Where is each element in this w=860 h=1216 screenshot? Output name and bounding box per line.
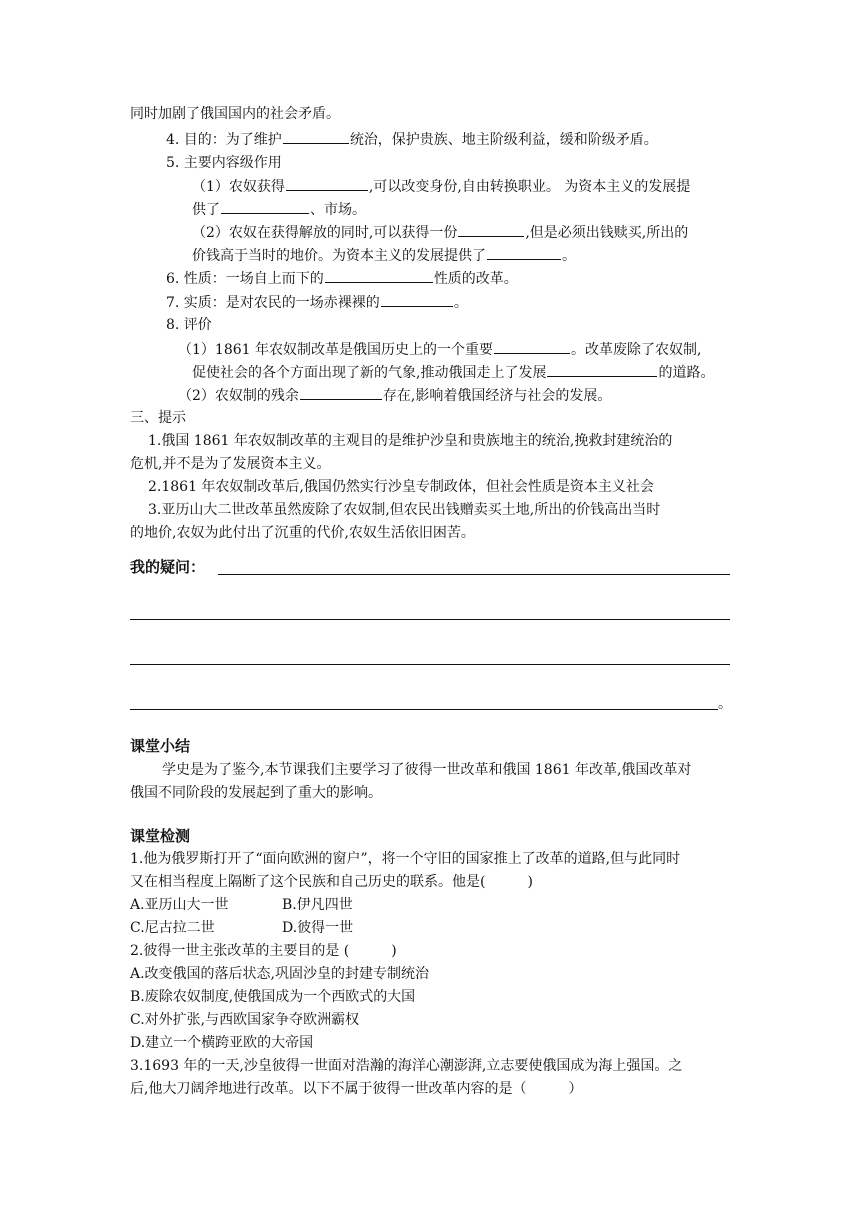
option-d[interactable]: D.建立一个横跨亚欧的大帝国 (130, 1035, 314, 1051)
text-line (178, 339, 701, 360)
fill-blank[interactable] (300, 385, 382, 400)
option-d[interactable]: D.彼得一世 (282, 920, 354, 936)
option-c[interactable]: C.尼古拉二世 (130, 920, 215, 936)
text-line (192, 245, 576, 266)
fill-blank[interactable] (547, 362, 657, 377)
question-2: 2.彼得一世主张改革的主要目的是 ( ) (130, 943, 397, 959)
test-title: 课堂检测 (130, 827, 191, 845)
fill-blank[interactable] (487, 245, 561, 260)
question-answer-line[interactable] (130, 664, 730, 665)
item-essence (166, 292, 468, 313)
question-3 (130, 1056, 682, 1076)
fill-blank[interactable] (458, 222, 524, 237)
fill-blank[interactable] (221, 199, 309, 214)
option-a[interactable]: A.亚历山大一世 (130, 897, 229, 913)
item-content (166, 153, 282, 173)
text: 8. 评价 (166, 317, 212, 333)
text: 6. 性质：一场自上而下的 (166, 271, 324, 287)
text: 。 (562, 248, 576, 264)
text-line (130, 104, 340, 124)
section-heading-hints (130, 408, 186, 428)
text: 三、提示 (130, 410, 186, 426)
hint-2 (148, 477, 654, 497)
text: ,但是必须出钱赎买,所出的 (525, 225, 689, 241)
text-line (192, 176, 690, 197)
question-answer-line[interactable] (130, 709, 718, 710)
text: 1.他为俄罗斯打开了“面向欧洲的窗户”，将一个守旧的国家推上了改革的道路,但与此同时 (130, 851, 681, 867)
text: 供了 (192, 202, 220, 218)
question-answer-line[interactable] (130, 619, 730, 620)
text: 促使社会的各个方面出现了新的气象,推动俄国走上了发展 (192, 365, 547, 381)
text: 统治，保护贵族、地主阶级利益，缓和阶级矛盾。 (349, 132, 658, 148)
text: 4. 目的：为了维护 (166, 132, 282, 148)
fill-blank[interactable] (283, 129, 349, 144)
text: （1）1861 年农奴制改革是俄国历史上的一个重要 (178, 342, 493, 358)
text: 2.1861 年农奴制改革后,俄国仍然实行沙皇专制政体，但社会性质是资本主义社会 (148, 479, 654, 495)
text: 危机,并不是为了发展资本主义。 (130, 456, 331, 472)
text: 俄国不同阶段的发展起到了重大的影响。 (130, 785, 382, 801)
text: 同时加剧了俄国国内的社会矛盾。 (130, 106, 340, 122)
text: 。 (453, 295, 468, 311)
text: 的道路。 (658, 365, 715, 381)
fill-blank[interactable] (494, 339, 570, 354)
text-line (130, 523, 475, 543)
text-line (192, 222, 688, 243)
text: 又在相当程度上隔断了这个民族和自己历史的联系。他是( ) (130, 874, 533, 890)
text: 。改革废除了农奴制, (571, 342, 702, 358)
text-line (130, 454, 330, 474)
text: 7. 实质：是对农民的一场赤裸裸的 (166, 295, 380, 311)
question-answer-line[interactable] (218, 574, 730, 575)
option-c[interactable]: C.对外扩张,与西欧国家争夺欧洲霸权 (130, 1012, 360, 1028)
text: 后,他大刀阔斧地进行改革。以下不属于彼得一世改革内容的是（ ） (130, 1081, 583, 1097)
text: 价钱高于当时的地价。为资本主义的发展提供了 (192, 248, 486, 264)
text: 学史是为了鉴今,本节课我们主要学习了彼得一世改革和俄国 1861 年改革,俄国改革对 (162, 762, 692, 778)
text: （2）农奴制的残余 (178, 388, 299, 404)
text: 1.俄国 1861 年农奴制改革的主观目的是维护沙皇和贵族地主的统治,挽救封建统治的 (148, 433, 673, 449)
text: （1）农奴获得 (192, 179, 285, 195)
question-3 (130, 1079, 582, 1099)
period-mark: 。 (718, 696, 732, 712)
summary-text (130, 783, 382, 803)
text: 3.1693 年的一天,沙皇彼得一世面对浩瀚的海洋心潮澎湃,立志要使俄国成为海上强国。之 (130, 1058, 683, 1074)
hint-3 (148, 500, 660, 520)
text: （2）农奴在获得解放的同时,可以获得一份 (192, 225, 458, 241)
question-1 (130, 872, 533, 892)
text: 、市场。 (310, 202, 366, 218)
item-purpose (166, 129, 658, 150)
summary-text (162, 760, 691, 780)
text: 3.亚历山大二世改革虽然废除了农奴制,但农民出钱赠卖买土地,所出的价钱高出当时 (148, 502, 661, 518)
text: 存在,影响着俄国经济与社会的发展。 (382, 388, 612, 404)
fill-blank[interactable] (286, 176, 368, 191)
text: ,可以改变身份,自由转换职业。 为资本主义的发展提 (368, 179, 691, 195)
option-b[interactable]: B.伊凡四世 (282, 897, 353, 913)
summary-title: 课堂小结 (130, 737, 191, 755)
option-b[interactable]: B.废除农奴制度,使俄国成为一个西欧式的大国 (130, 989, 416, 1005)
fill-blank[interactable] (325, 268, 433, 283)
fill-blank[interactable] (381, 292, 453, 307)
option-a[interactable]: A.改变俄国的落后状态,巩固沙皇的封建专制统治 (130, 966, 430, 982)
item-evaluation (166, 315, 212, 335)
text-line (192, 362, 714, 383)
text: 5. 主要内容级作用 (166, 155, 282, 171)
text: 的地价,农奴为此付出了沉重的代价,农奴生活依旧困苦。 (130, 525, 475, 541)
text: 性质的改革。 (433, 271, 518, 287)
question-1 (130, 849, 680, 869)
item-nature (166, 268, 518, 289)
text-line (192, 199, 366, 220)
hint-1 (148, 431, 672, 451)
text-line (178, 385, 611, 406)
question-label: 我的疑问： (130, 558, 206, 576)
